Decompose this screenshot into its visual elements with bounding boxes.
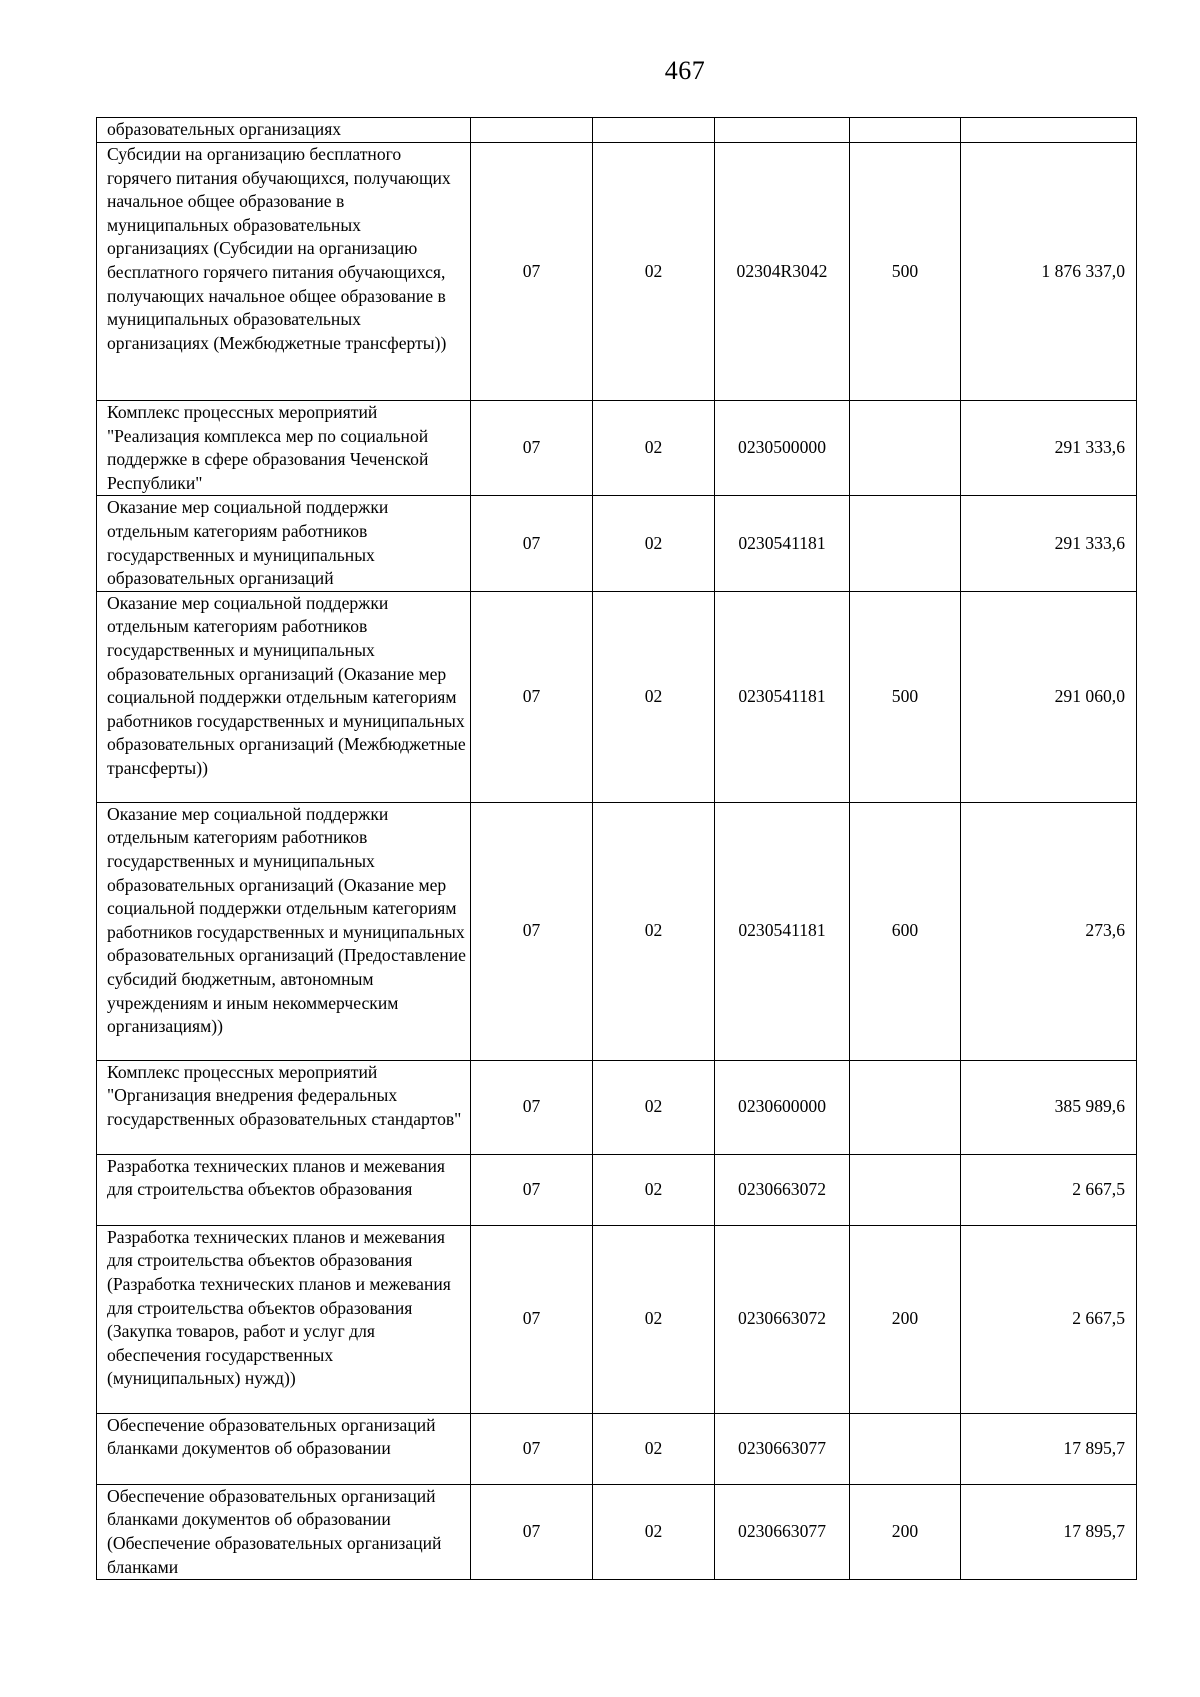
expense-type-cell <box>850 496 961 591</box>
amount-cell: 2 667,5 <box>961 1154 1137 1225</box>
amount-cell: 291 333,6 <box>961 401 1137 496</box>
amount-cell: 17 895,7 <box>961 1484 1137 1579</box>
amount-cell: 273,6 <box>961 802 1137 1060</box>
amount-cell: 291 060,0 <box>961 591 1137 802</box>
table-row <box>97 802 1137 1060</box>
table-row <box>97 1413 1137 1484</box>
target-article-cell: 0230663077 <box>715 1413 850 1484</box>
section-code-cell: 07 <box>471 143 593 401</box>
section-code-cell: 07 <box>471 591 593 802</box>
section-code-cell: 07 <box>471 401 593 496</box>
row-name-cell: Разработка технических планов и межевания для строительства объектов образования <box>97 1154 471 1225</box>
subsection-code-cell: 02 <box>593 591 715 802</box>
section-code-cell: 07 <box>471 1484 593 1579</box>
expense-type-cell <box>850 1413 961 1484</box>
target-article-cell: 0230500000 <box>715 401 850 496</box>
target-article-cell: 0230541181 <box>715 802 850 1060</box>
table-row <box>97 1225 1137 1413</box>
page-number: 467 <box>664 56 706 85</box>
amount-cell: 291 333,6 <box>961 496 1137 591</box>
target-article-cell: 0230663077 <box>715 1484 850 1579</box>
row-name-cell: Разработка технических планов и межевания для строительства объектов образования (Разработка технических планов и межевания для строительства объектов образования (Закупка товаров, работ и услуг для обеспечения государственных (муниципальных) нужд)) <box>97 1225 471 1413</box>
amount-cell: 17 895,7 <box>961 1413 1137 1484</box>
target-article-cell: 02304R3042 <box>715 143 850 401</box>
row-name-cell: Субсидии на организацию бесплатного горячего питания обучающихся, получающих начальное общее образование в муниципальных образовательных организациях (Субсидии на организацию бесплатного горячего питания обучающихся, получающих начальное общее образование в муниципальных образовательных организациях (Межбюджетные трансферты)) <box>97 143 471 401</box>
subsection-code-cell: 02 <box>593 1484 715 1579</box>
section-code-cell: 07 <box>471 1154 593 1225</box>
subsection-code-cell: 02 <box>593 802 715 1060</box>
row-name-cell: Обеспечение образовательных организаций бланками документов об образовании (Обеспечение образовательных организаций бланками <box>97 1484 471 1579</box>
target-article-cell: 0230541181 <box>715 591 850 802</box>
target-article-cell <box>715 118 850 143</box>
row-name-cell: образовательных организациях <box>97 118 471 143</box>
amount-cell: 1 876 337,0 <box>961 143 1137 401</box>
row-name-cell: Комплекс процессных мероприятий "Реализация комплекса мер по социальной поддержке в сфере образования Чеченской Республики" <box>97 401 471 496</box>
subsection-code-cell: 02 <box>593 1154 715 1225</box>
row-name-cell: Оказание мер социальной поддержки отдельным категориям работников государственных и муниципальных образовательных организаций (Оказание мер социальной поддержки отдельным категориям работников государственных и муниципальных образовательных организаций (Предоставление субсидий бюджетным, автономным учреждениям и иным некоммерческим организациям)) <box>97 802 471 1060</box>
expense-type-cell <box>850 1060 961 1154</box>
row-name-cell: Комплекс процессных мероприятий "Организация внедрения федеральных государственных образовательных стандартов" <box>97 1060 471 1154</box>
budget-table <box>96 117 1137 1580</box>
subsection-code-cell: 02 <box>593 1413 715 1484</box>
section-code-cell: 07 <box>471 1225 593 1413</box>
expense-type-cell: 200 <box>850 1484 961 1579</box>
table-row <box>97 1060 1137 1154</box>
table-row <box>97 496 1137 591</box>
amount-cell <box>961 118 1137 143</box>
row-name-cell: Оказание мер социальной поддержки отдельным категориям работников государственных и муниципальных образовательных организаций <box>97 496 471 591</box>
table-row <box>97 118 1137 143</box>
subsection-code-cell: 02 <box>593 1060 715 1154</box>
section-code-cell: 07 <box>471 1060 593 1154</box>
amount-cell: 385 989,6 <box>961 1060 1137 1154</box>
target-article-cell: 0230663072 <box>715 1225 850 1413</box>
subsection-code-cell: 02 <box>593 496 715 591</box>
section-code-cell <box>471 118 593 143</box>
table-row <box>97 143 1137 401</box>
target-article-cell: 0230541181 <box>715 496 850 591</box>
expense-type-cell: 500 <box>850 143 961 401</box>
amount-cell: 2 667,5 <box>961 1225 1137 1413</box>
subsection-code-cell: 02 <box>593 143 715 401</box>
expense-type-cell <box>850 118 961 143</box>
subsection-code-cell <box>593 118 715 143</box>
expense-type-cell <box>850 401 961 496</box>
table-row <box>97 1154 1137 1225</box>
subsection-code-cell: 02 <box>593 401 715 496</box>
table-row <box>97 1484 1137 1579</box>
expense-type-cell <box>850 1154 961 1225</box>
budget-table-body <box>97 118 1137 1580</box>
expense-type-cell: 200 <box>850 1225 961 1413</box>
section-code-cell: 07 <box>471 496 593 591</box>
row-name-cell: Обеспечение образовательных организаций бланками документов об образовании <box>97 1413 471 1484</box>
expense-type-cell: 600 <box>850 802 961 1060</box>
row-name-cell: Оказание мер социальной поддержки отдельным категориям работников государственных и муниципальных образовательных организаций (Оказание мер социальной поддержки отдельным категориям работников государственных и муниципальных образовательных организаций (Межбюджетные трансферты)) <box>97 591 471 802</box>
section-code-cell: 07 <box>471 802 593 1060</box>
target-article-cell: 0230600000 <box>715 1060 850 1154</box>
expense-type-cell: 500 <box>850 591 961 802</box>
table-row <box>97 591 1137 802</box>
target-article-cell: 0230663072 <box>715 1154 850 1225</box>
table-row <box>97 401 1137 496</box>
subsection-code-cell: 02 <box>593 1225 715 1413</box>
section-code-cell: 07 <box>471 1413 593 1484</box>
